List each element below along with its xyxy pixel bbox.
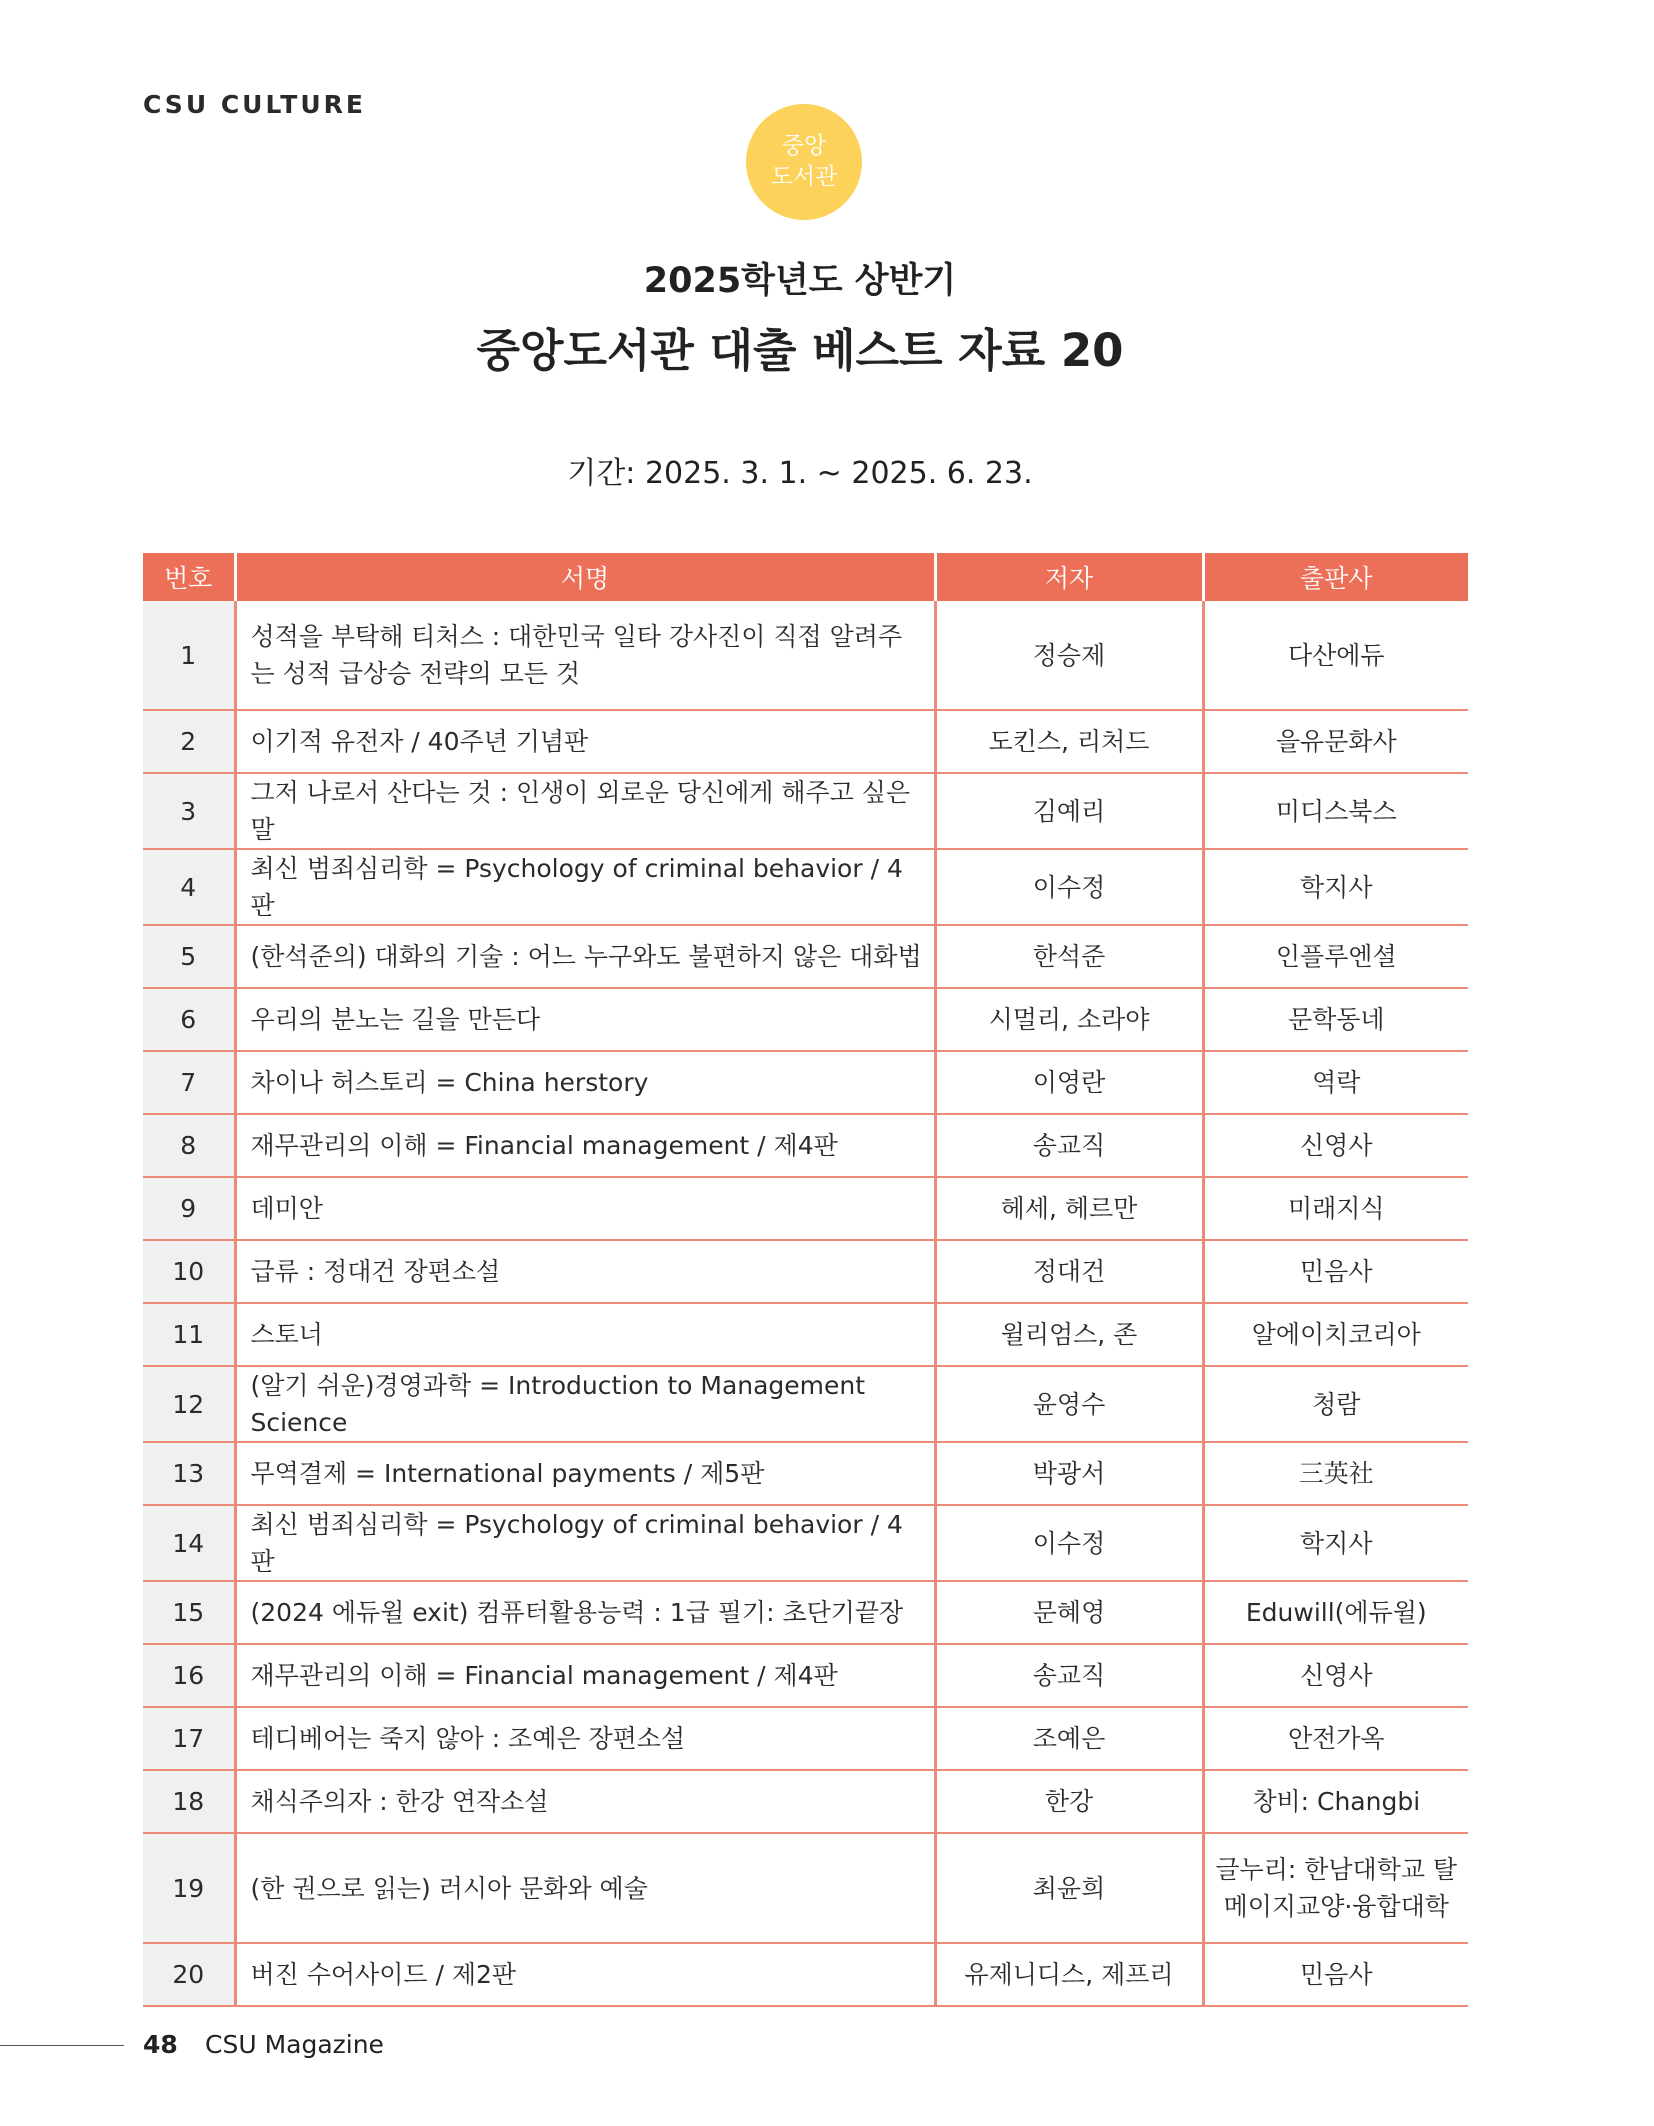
book-title: 재무관리의 이해 = Financial management / 제4판 xyxy=(235,1114,935,1177)
book-publisher: 문학동네 xyxy=(1203,988,1468,1051)
table-row xyxy=(143,773,1468,849)
book-publisher: 학지사 xyxy=(1203,1505,1468,1581)
book-publisher: 신영사 xyxy=(1203,1114,1468,1177)
row-number: 17 xyxy=(143,1707,235,1770)
book-author: 송교직 xyxy=(935,1114,1203,1177)
book-publisher: 역락 xyxy=(1203,1051,1468,1114)
book-author: 문혜영 xyxy=(935,1581,1203,1644)
book-author: 이영란 xyxy=(935,1051,1203,1114)
row-number: 10 xyxy=(143,1240,235,1303)
page-number: 48 xyxy=(143,2030,178,2059)
table-row xyxy=(143,849,1468,925)
period-text: 기간: 2025. 3. 1. ~ 2025. 6. 23. xyxy=(567,456,1033,491)
column-header-number: 번호 xyxy=(143,553,235,601)
book-title: 재무관리의 이해 = Financial management / 제4판 xyxy=(235,1644,935,1707)
magazine-name: CSU Magazine xyxy=(205,2030,384,2059)
table-row xyxy=(143,601,1468,710)
book-title: 이기적 유전자 / 40주년 기념판 xyxy=(235,710,935,773)
row-number: 4 xyxy=(143,849,235,925)
book-title: 최신 범죄심리학 = Psychology of criminal behavior / 4판 xyxy=(235,849,935,925)
row-number: 19 xyxy=(143,1833,235,1943)
table-row xyxy=(143,925,1468,988)
page-title: 중앙도서관 대출 베스트 자료 20 xyxy=(476,324,1124,377)
row-number: 20 xyxy=(143,1943,235,2006)
book-title: (알기 쉬운)경영과학 = Introduction to Management Science xyxy=(235,1366,935,1442)
table-row xyxy=(143,1833,1468,1943)
table-row xyxy=(143,1943,1468,2006)
table-row xyxy=(143,1442,1468,1505)
book-publisher: 미디스북스 xyxy=(1203,773,1468,849)
table-row xyxy=(143,1051,1468,1114)
row-number: 1 xyxy=(143,601,235,710)
book-author: 정승제 xyxy=(935,601,1203,710)
row-number: 12 xyxy=(143,1366,235,1442)
book-publisher: 안전가옥 xyxy=(1203,1707,1468,1770)
column-header-title: 서명 xyxy=(235,553,935,601)
book-title: 그저 나로서 산다는 것 : 인생이 외로운 당신에게 해주고 싶은 말 xyxy=(235,773,935,849)
column-header-publisher: 출판사 xyxy=(1203,553,1468,601)
book-publisher: 을유문화사 xyxy=(1203,710,1468,773)
book-author: 최윤희 xyxy=(935,1833,1203,1943)
book-title: (2024 에듀윌 exit) 컴퓨터활용능력 : 1급 필기: 초단기끝장 xyxy=(235,1581,935,1644)
book-author: 한강 xyxy=(935,1770,1203,1833)
book-title: 우리의 분노는 길을 만든다 xyxy=(235,988,935,1051)
book-author: 헤세, 헤르만 xyxy=(935,1177,1203,1240)
book-author: 윤영수 xyxy=(935,1366,1203,1442)
badge-line-2: 도서관 xyxy=(770,164,838,190)
book-publisher: 신영사 xyxy=(1203,1644,1468,1707)
book-publisher: 글누리: 한남대학교 탈메이지교양·융합대학 xyxy=(1203,1833,1468,1943)
book-title: 차이나 허스토리 = China herstory xyxy=(235,1051,935,1114)
footer-divider xyxy=(0,2045,124,2046)
book-publisher: 三英社 xyxy=(1203,1442,1468,1505)
table-row xyxy=(143,1303,1468,1366)
book-publisher: 민음사 xyxy=(1203,1943,1468,2006)
book-publisher: 민음사 xyxy=(1203,1240,1468,1303)
book-author: 시멀리, 소라야 xyxy=(935,988,1203,1051)
row-number: 9 xyxy=(143,1177,235,1240)
book-title: (한석준의) 대화의 기술 : 어느 누구와도 불편하지 않은 대화법 xyxy=(235,925,935,988)
library-badge xyxy=(746,104,862,220)
book-publisher: 인플루엔셜 xyxy=(1203,925,1468,988)
table-row xyxy=(143,1770,1468,1833)
section-label: CSU CULTURE xyxy=(143,90,366,119)
book-title: 테디베어는 죽지 않아 : 조예은 장편소설 xyxy=(235,1707,935,1770)
book-publisher: Eduwill(에듀윌) xyxy=(1203,1581,1468,1644)
row-number: 8 xyxy=(143,1114,235,1177)
book-title: 채식주의자 : 한강 연작소설 xyxy=(235,1770,935,1833)
book-author: 박광서 xyxy=(935,1442,1203,1505)
table-row xyxy=(143,710,1468,773)
row-number: 14 xyxy=(143,1505,235,1581)
table-row xyxy=(143,1366,1468,1442)
row-number: 7 xyxy=(143,1051,235,1114)
badge-line-1: 중앙 xyxy=(781,133,827,159)
row-number: 6 xyxy=(143,988,235,1051)
book-author: 김예리 xyxy=(935,773,1203,849)
book-publisher: 창비: Changbi xyxy=(1203,1770,1468,1833)
book-publisher: 미래지식 xyxy=(1203,1177,1468,1240)
table-row xyxy=(143,1707,1468,1770)
book-author: 송교직 xyxy=(935,1644,1203,1707)
book-title: 데미안 xyxy=(235,1177,935,1240)
book-publisher: 다산에듀 xyxy=(1203,601,1468,710)
book-author: 윌리엄스, 존 xyxy=(935,1303,1203,1366)
book-author: 이수정 xyxy=(935,1505,1203,1581)
bestseller-table xyxy=(143,553,1468,2007)
book-publisher: 청람 xyxy=(1203,1366,1468,1442)
book-publisher: 알에이치코리아 xyxy=(1203,1303,1468,1366)
row-number: 11 xyxy=(143,1303,235,1366)
table-row xyxy=(143,1177,1468,1240)
book-title: 버진 수어사이드 / 제2판 xyxy=(235,1943,935,2006)
book-title: 성적을 부탁해 티처스 : 대한민국 일타 강사진이 직접 알려주는 성적 급상승 전략의 모든 것 xyxy=(235,601,935,710)
book-title: 스토너 xyxy=(235,1303,935,1366)
row-number: 2 xyxy=(143,710,235,773)
table-row xyxy=(143,1644,1468,1707)
row-number: 5 xyxy=(143,925,235,988)
row-number: 13 xyxy=(143,1442,235,1505)
page-subtitle: 2025학년도 상반기 xyxy=(643,261,957,301)
table-row xyxy=(143,988,1468,1051)
book-author: 유제니디스, 제프리 xyxy=(935,1943,1203,2006)
table-row xyxy=(143,1505,1468,1581)
column-header-author: 저자 xyxy=(935,553,1203,601)
table-row xyxy=(143,1114,1468,1177)
book-title: 무역결제 = International payments / 제5판 xyxy=(235,1442,935,1505)
row-number: 16 xyxy=(143,1644,235,1707)
book-author: 한석준 xyxy=(935,925,1203,988)
book-publisher: 학지사 xyxy=(1203,849,1468,925)
book-author: 조예은 xyxy=(935,1707,1203,1770)
table-header-row xyxy=(143,553,1468,601)
book-author: 도킨스, 리처드 xyxy=(935,710,1203,773)
table-row xyxy=(143,1581,1468,1644)
row-number: 3 xyxy=(143,773,235,849)
book-title: 최신 범죄심리학 = Psychology of criminal behavior / 4판 xyxy=(235,1505,935,1581)
book-title: (한 권으로 읽는) 러시아 문화와 예술 xyxy=(235,1833,935,1943)
row-number: 15 xyxy=(143,1581,235,1644)
table-row xyxy=(143,1240,1468,1303)
book-author: 정대건 xyxy=(935,1240,1203,1303)
book-author: 이수정 xyxy=(935,849,1203,925)
book-title: 급류 : 정대건 장편소설 xyxy=(235,1240,935,1303)
row-number: 18 xyxy=(143,1770,235,1833)
